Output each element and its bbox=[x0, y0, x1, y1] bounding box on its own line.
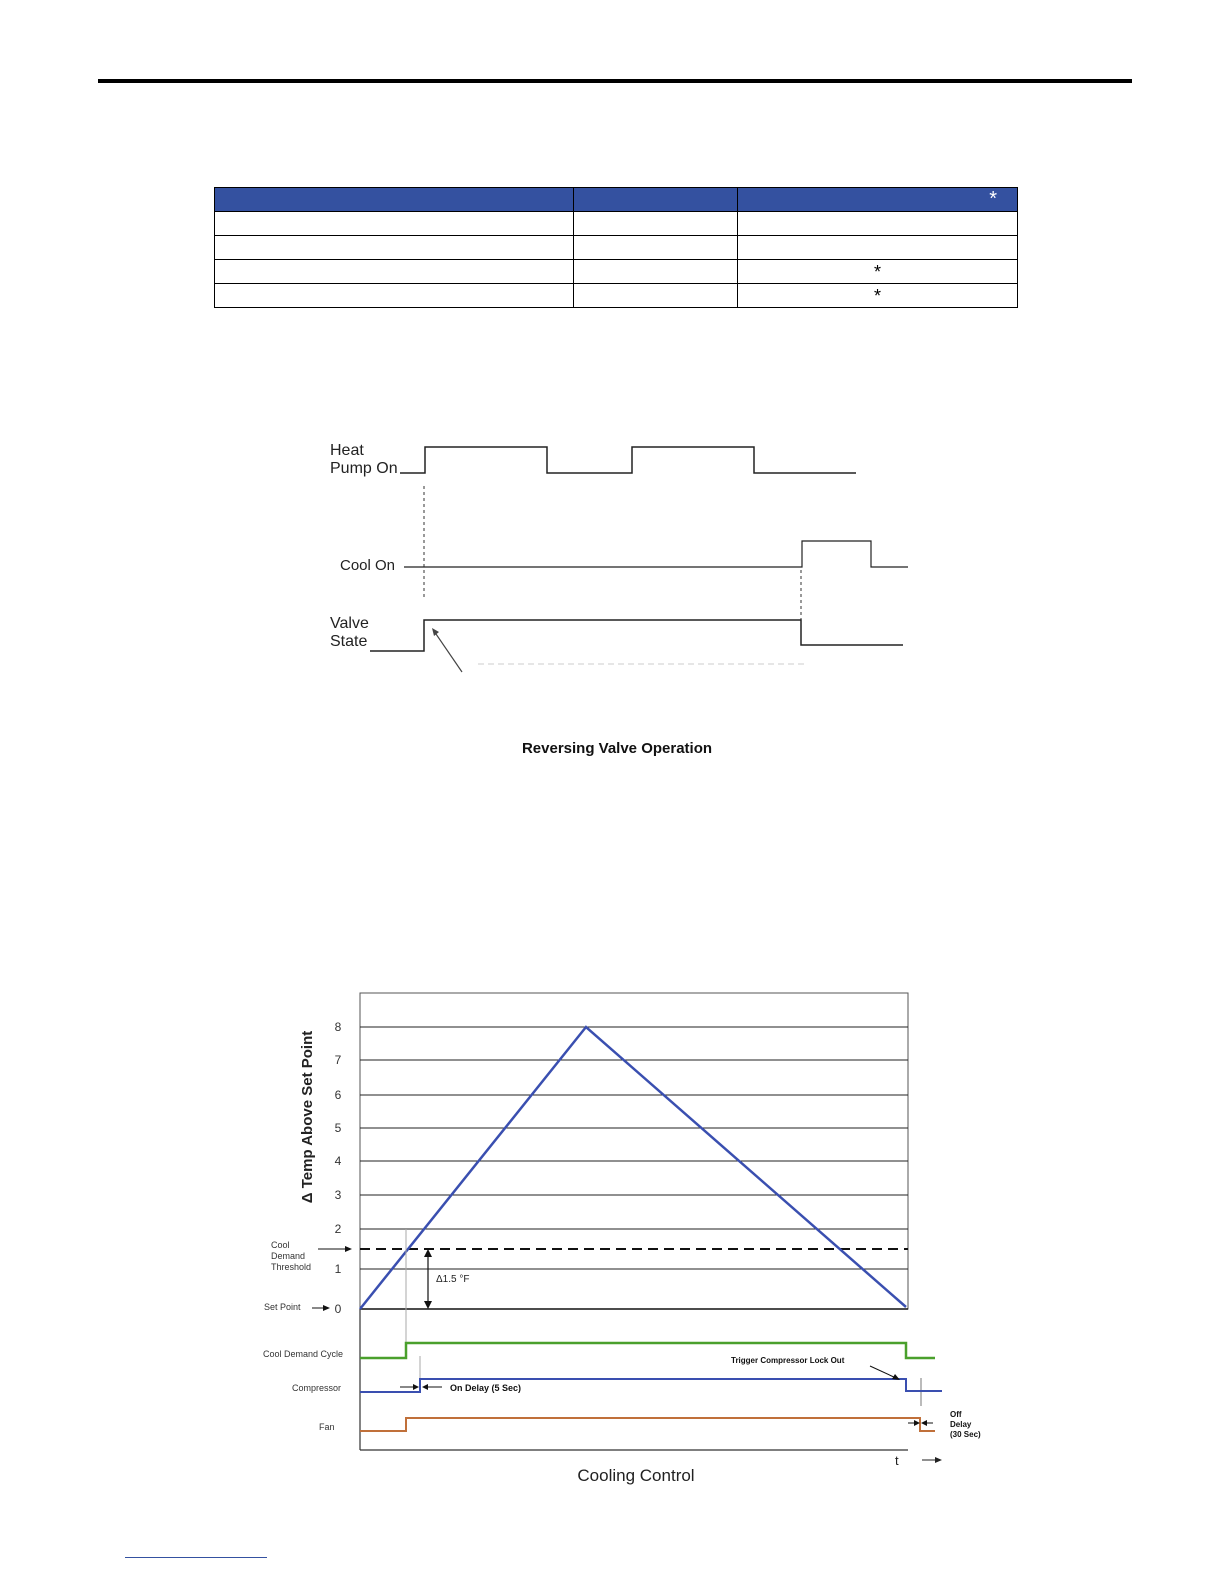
off-delay-annotation bbox=[950, 1410, 981, 1439]
cool-demand-label-line3: Threshold bbox=[271, 1262, 312, 1272]
threshold-pointer-head bbox=[345, 1246, 352, 1252]
y-tick-label: 7 bbox=[334, 1053, 342, 1067]
trigger-lockout-annotation: Trigger Compressor Lock Out bbox=[731, 1356, 845, 1365]
bottom-link-rule bbox=[125, 1557, 267, 1558]
asterisk-mark: * bbox=[738, 284, 1018, 308]
cooling-control-diagram bbox=[263, 993, 981, 1485]
cool-demand-cycle-label: Cool Demand Cycle bbox=[263, 1349, 344, 1359]
reversing-valve-diagram bbox=[330, 442, 908, 757]
y-axis-label: Δ Temp Above Set Point bbox=[299, 1030, 316, 1204]
compressor-label: Compressor bbox=[292, 1383, 342, 1393]
delta-arrow-down-head bbox=[424, 1301, 432, 1309]
valve-state-label-line1: Valve bbox=[330, 615, 369, 632]
y-tick-label: 4 bbox=[334, 1154, 342, 1168]
time-label: t bbox=[895, 1453, 899, 1468]
grid-lines bbox=[360, 1027, 908, 1269]
delta-annotation: Δ1.5 °F bbox=[436, 1274, 470, 1285]
y-tick-label: 1 bbox=[334, 1262, 342, 1276]
on-delay-arrow-head bbox=[422, 1384, 428, 1390]
arrow-pointer bbox=[436, 634, 462, 672]
off-delay-line2: Delay bbox=[950, 1420, 972, 1429]
y-tick-labels bbox=[335, 1020, 342, 1316]
cool-demand-label-line2: Demand bbox=[271, 1251, 306, 1261]
set-point-pointer-head bbox=[323, 1305, 330, 1311]
y-tick-label: 6 bbox=[334, 1088, 342, 1102]
asterisk-mark: * bbox=[989, 188, 997, 210]
on-delay-annotation: On Delay (5 Sec) bbox=[450, 1383, 522, 1393]
valve-state-signal bbox=[370, 620, 903, 651]
heat-pump-signal bbox=[400, 447, 856, 473]
compressor-signal bbox=[360, 1379, 942, 1392]
on-delay-arrow-head bbox=[413, 1384, 419, 1390]
y-tick-label: 3 bbox=[334, 1188, 342, 1202]
set-point-label: Set Point bbox=[264, 1302, 301, 1312]
heat-pump-label-line2: Pump On bbox=[330, 460, 398, 477]
y-tick-label: 2 bbox=[334, 1222, 342, 1236]
heat-pump-label-line1: Heat bbox=[330, 442, 364, 459]
cool-on-label: Cool On bbox=[340, 557, 396, 574]
asterisk-mark: * bbox=[738, 260, 1018, 284]
fan-label: Fan bbox=[319, 1422, 335, 1432]
cool-demand-cycle-signal bbox=[360, 1343, 935, 1358]
left-labels bbox=[263, 1240, 343, 1432]
off-delay-line1: Off bbox=[950, 1410, 962, 1419]
delta-arrow-up-head bbox=[424, 1249, 432, 1257]
fan-signal bbox=[360, 1418, 935, 1431]
y-tick-label: 5 bbox=[334, 1121, 342, 1135]
trigger-pointer-head bbox=[892, 1374, 900, 1380]
temperature-line bbox=[360, 1027, 906, 1309]
arrow-head bbox=[432, 628, 439, 636]
valve-state-label-line2: State bbox=[330, 633, 368, 650]
cooling-control-title: Cooling Control bbox=[577, 1466, 695, 1485]
trigger-pointer bbox=[870, 1366, 896, 1378]
cool-demand-label-line1: Cool bbox=[271, 1240, 290, 1250]
cool-on-signal bbox=[404, 541, 908, 567]
off-delay-arrow-head bbox=[921, 1420, 927, 1426]
y-tick-label: 0 bbox=[334, 1302, 342, 1316]
reversing-valve-caption: Reversing Valve Operation bbox=[521, 740, 713, 757]
time-arrow-head bbox=[935, 1457, 942, 1463]
y-tick-label: 8 bbox=[334, 1020, 342, 1034]
off-delay-line3: (30 Sec) bbox=[950, 1430, 981, 1439]
plot-frame bbox=[360, 993, 908, 1309]
